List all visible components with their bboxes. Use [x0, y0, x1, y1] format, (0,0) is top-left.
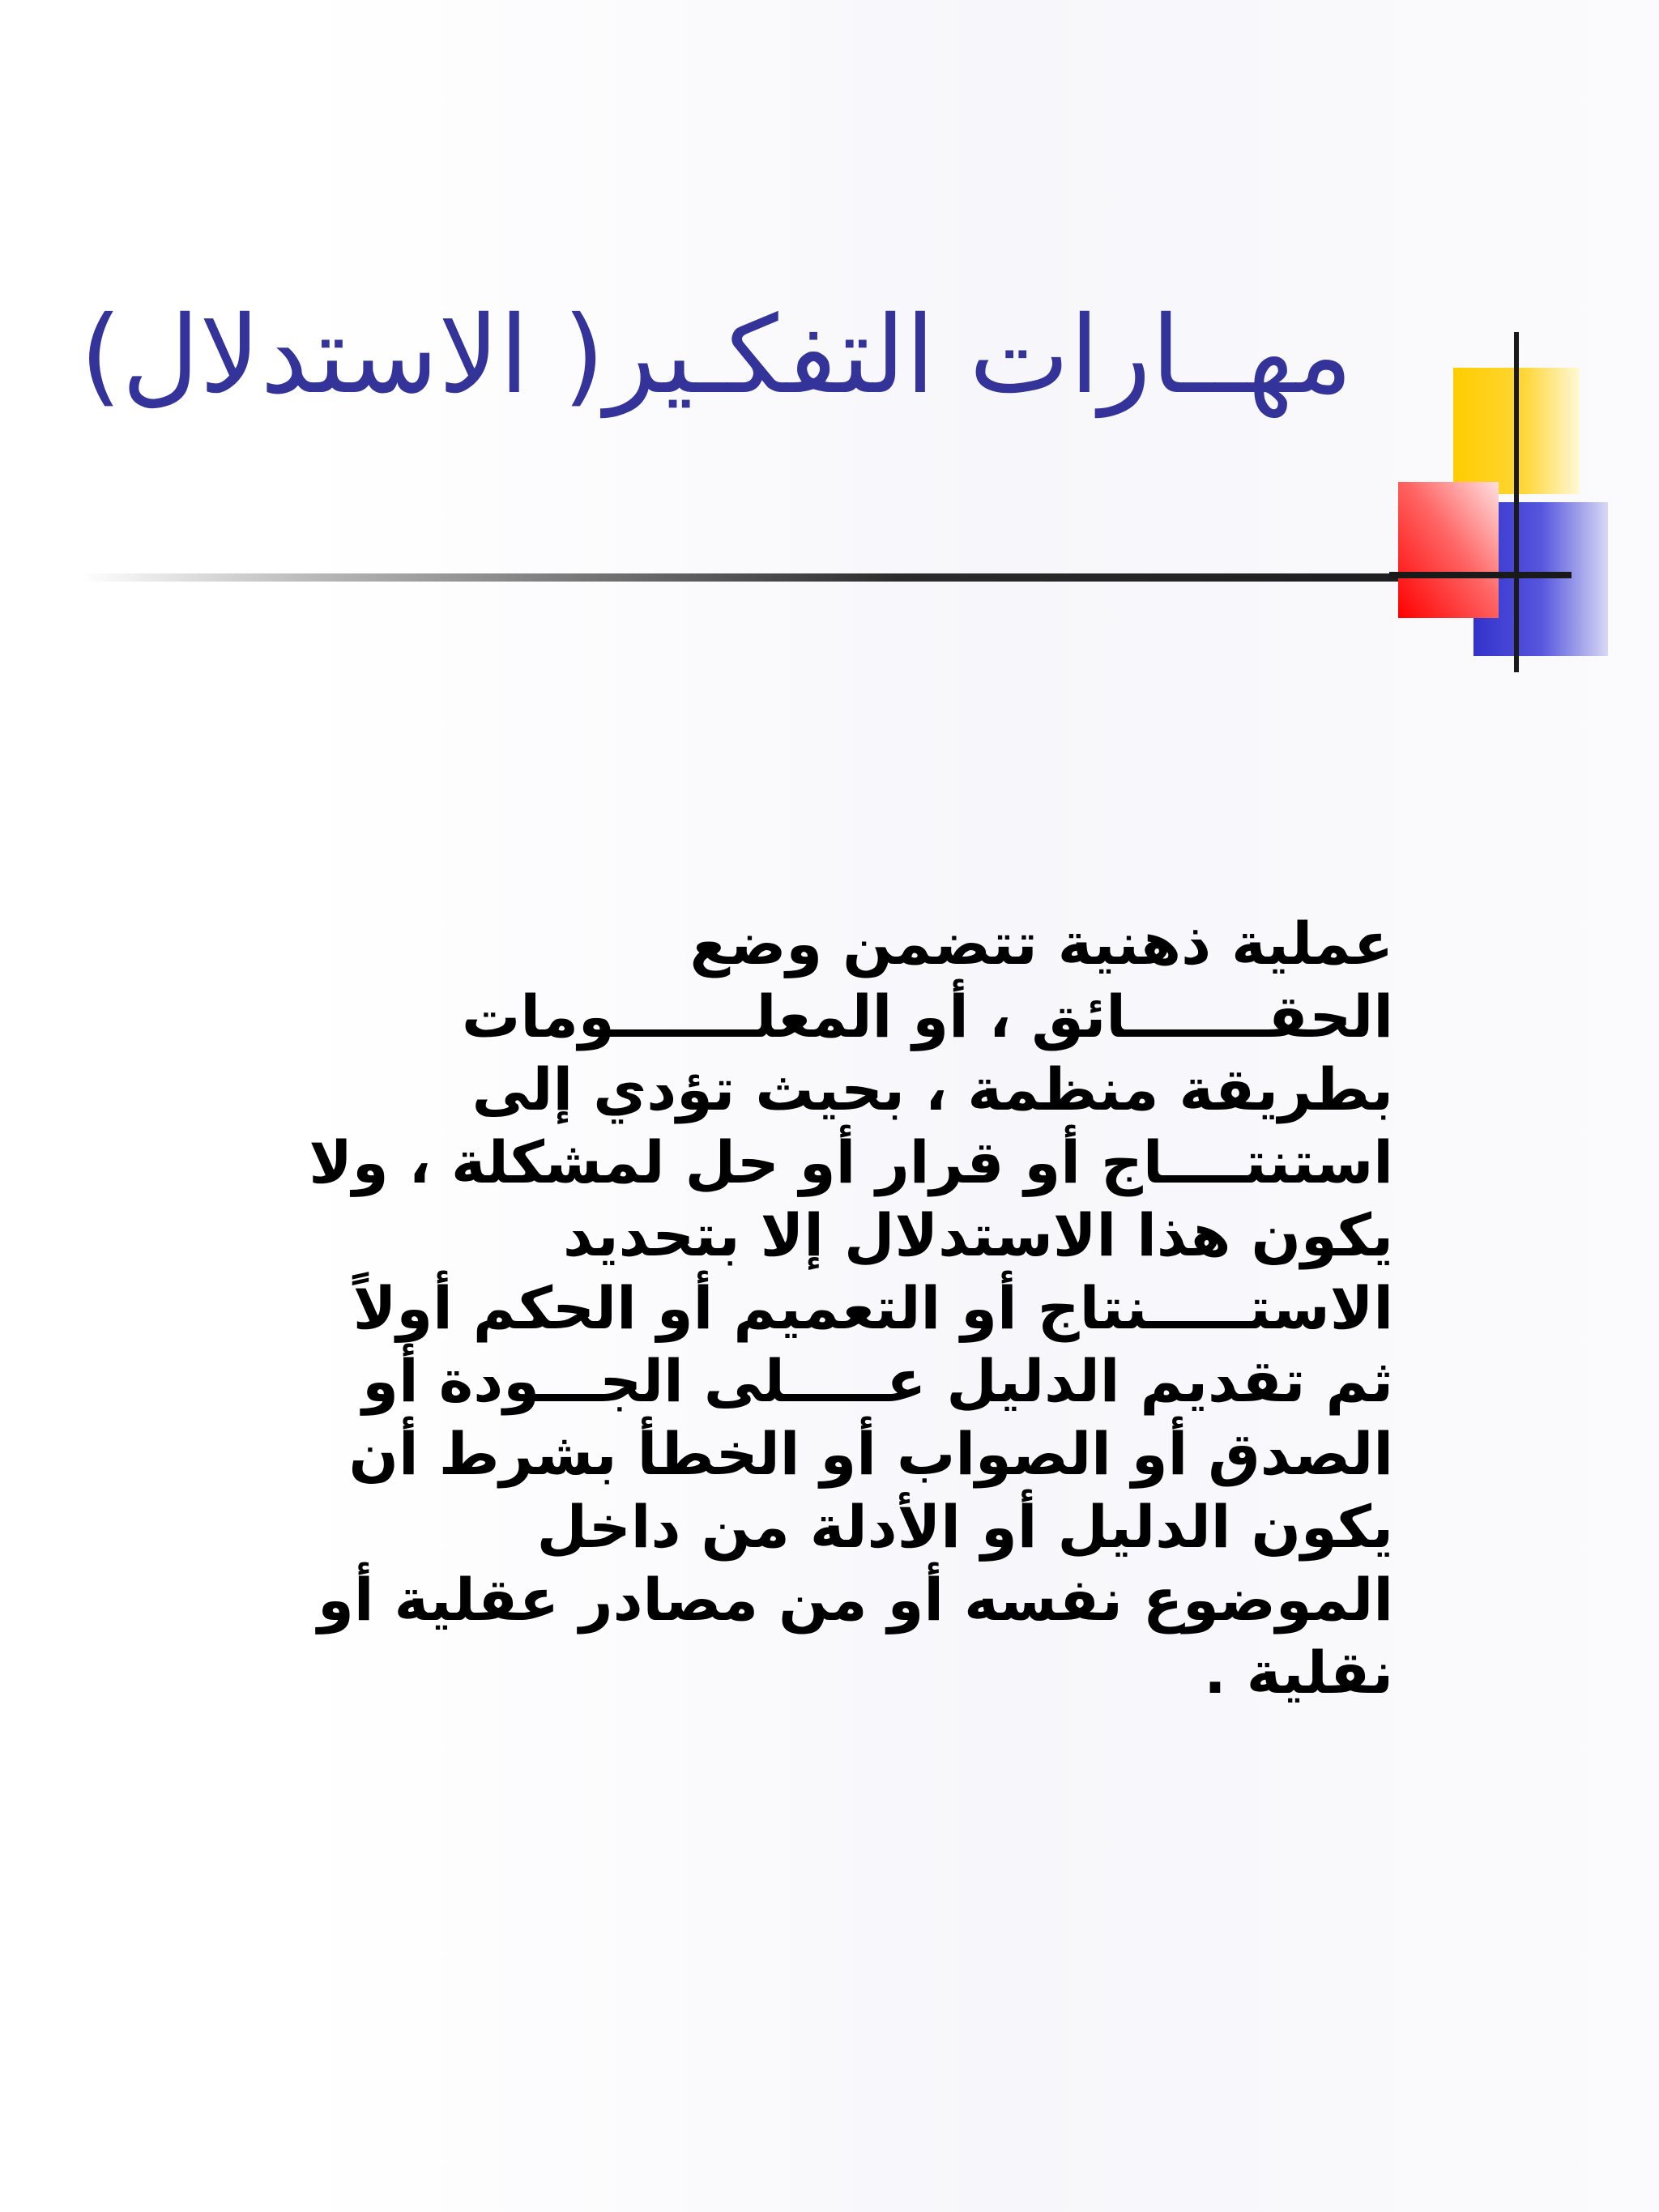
title-divider-line [81, 573, 1572, 582]
body-line: الحقـــــــائق ، أو المعلـــــــومات [461, 982, 1393, 1051]
body-line: الصدق أو الصواب أو الخطأ بشرط أن [348, 1420, 1393, 1488]
horizontal-line [1389, 572, 1572, 578]
vertical-line [1514, 332, 1519, 672]
body-line: يكون الدليل أو الأدلة من داخل [536, 1493, 1393, 1561]
body-paragraph [113, 907, 1393, 1709]
body-line: استنتــــاج أو قرار أو حل لمشكلة ، ولا [309, 1128, 1393, 1196]
body-line: نقلية . [1204, 1639, 1393, 1707]
body-line: يكون هذا الاستدلال إلا بتحديد [563, 1201, 1393, 1269]
slide-title: مهــارات التفكـير( الاستدلال) [79, 293, 1353, 418]
body-line: الموضوع نفسه أو من مصادر عقلية أو [318, 1566, 1393, 1634]
decorative-squares-icon [1389, 324, 1616, 680]
body-line: الاستـــــنتاج أو التعميم أو الحكم أولاً [352, 1274, 1393, 1342]
body-line: بطريقة منظمة ، بحيث تؤدي إلى [471, 1055, 1393, 1123]
body-line: عملية ذهنية تتضمن وضع [689, 910, 1393, 978]
red-square [1398, 482, 1499, 618]
body-line: ثم تقديم الدليل عـــــلى الجـــودة أو [362, 1347, 1393, 1415]
